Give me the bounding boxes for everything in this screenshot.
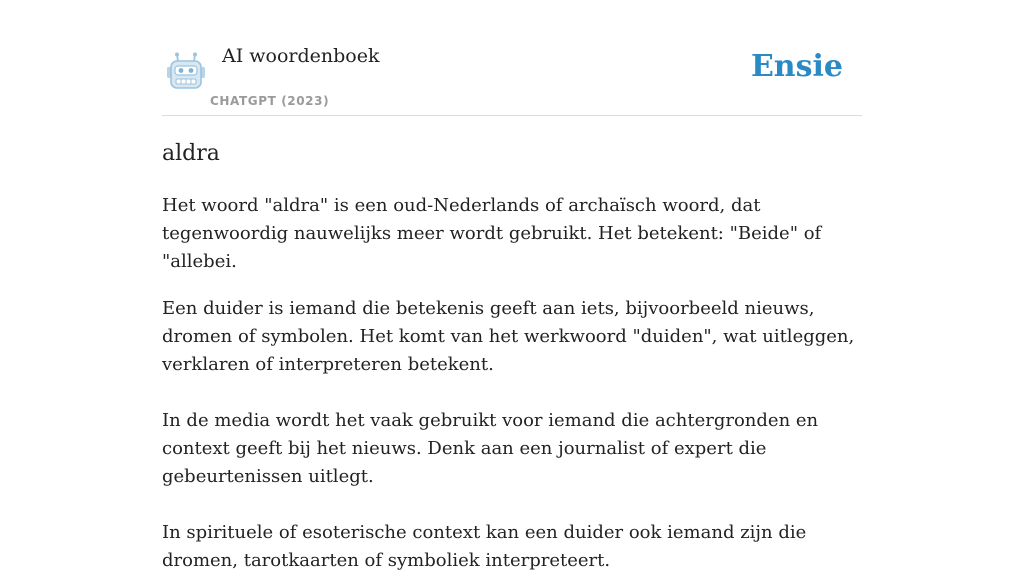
source-title[interactable]: AI woordenboek	[222, 45, 380, 67]
source-meta: CHATGPT (2023)	[210, 94, 330, 108]
definition-paragraph: Het woord "aldra" is een oud-Nederlands of archaïsch woord, dat tegenwoordig nauwelijks meer wordt gebruikt. Het betekent: "Beide" of "allebei.	[162, 195, 822, 272]
entry-term: aldra	[162, 141, 220, 166]
robot-icon	[166, 52, 206, 90]
definition-paragraph: Een duider is iemand die betekenis geeft aan iets, bijvoorbeeld nieuws, dromen of symbolen. Het komt van het werkwoord "duiden", wat uitleggen, verklaren of interpreteren betekent. In de media wordt het vaak gebruikt voor iemand die achtergronden en context geeft bij het nieuws. Denk aan een journalist of expert die gebeurtenissen uitlegt. In spirituele of esoterische context kan een duider ook iemand zijn die dromen, tarotkaarten of symboliek interpreteert.	[162, 298, 855, 571]
entry-content	[162, 138, 862, 575]
brand-logo[interactable]: Ensie	[750, 49, 843, 84]
source-header	[162, 40, 862, 116]
